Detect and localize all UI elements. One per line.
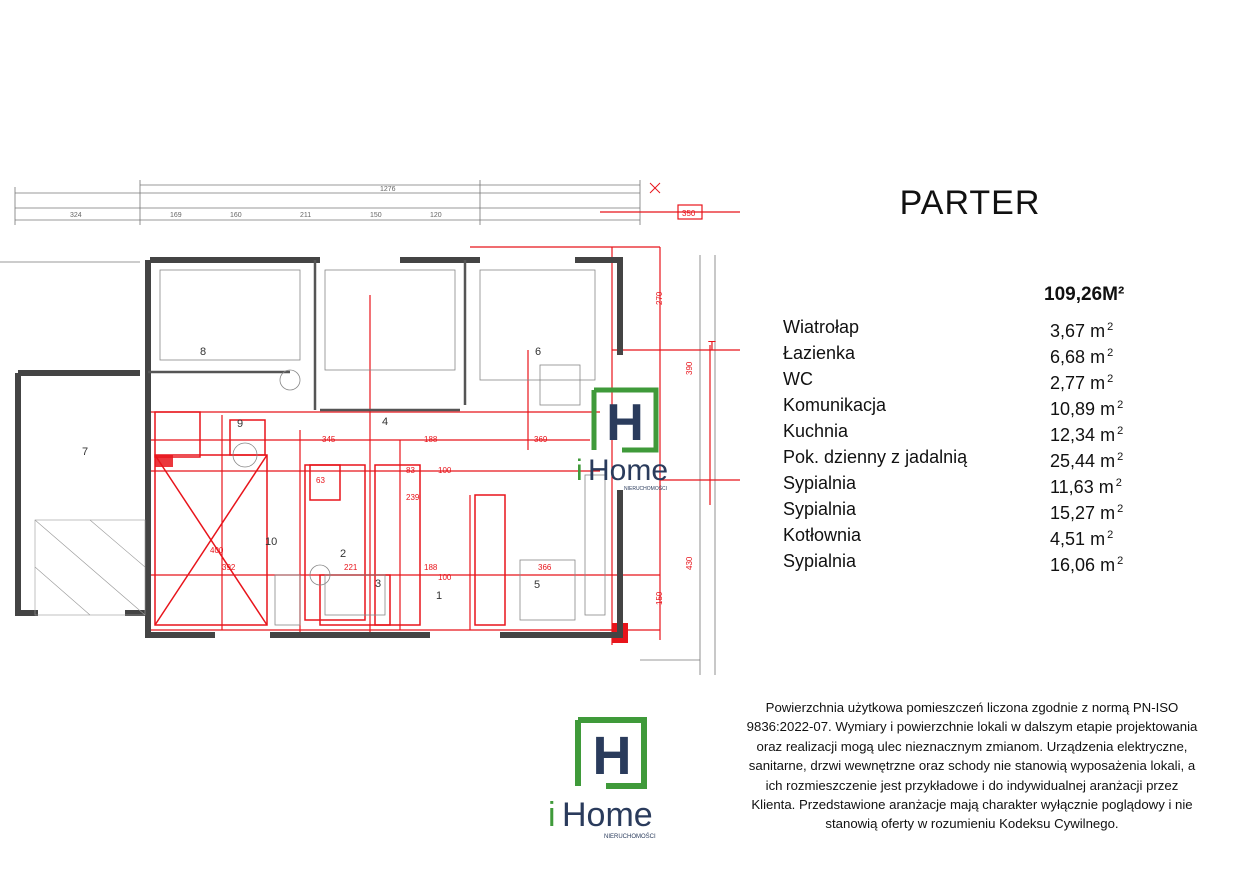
room-number: 7 [82, 446, 89, 458]
red-dim-label: 366 [538, 563, 552, 572]
logo-i: i [576, 454, 583, 487]
red-dim-label: 221 [344, 563, 358, 572]
dim-axis-label: 324 [70, 212, 82, 219]
red-dim-label: 100 [438, 573, 452, 582]
axis-dim-label: 270 [655, 291, 664, 305]
room-area-value: 15,27 [1050, 503, 1096, 523]
room-row [783, 496, 1143, 522]
room-name: Kuchnia [783, 421, 849, 441]
dim-axis-label: 1276 [380, 186, 396, 193]
logo-word: Home [588, 454, 669, 487]
area-unit: m [1100, 451, 1116, 471]
room-row [783, 314, 1143, 340]
red-dim-label: 400 [210, 546, 224, 555]
area-unit-exp: 2 [1107, 321, 1114, 333]
room-row [783, 392, 1143, 418]
room-row [783, 366, 1143, 392]
room-row [783, 340, 1143, 366]
room-name: Sypialnia [783, 473, 857, 493]
room-number: 4 [382, 416, 389, 428]
area-unit-exp: 2 [1117, 503, 1124, 515]
area-unit: m [1100, 555, 1116, 575]
room-area [1050, 548, 1123, 578]
room-name: Łazienka [783, 343, 856, 363]
logo-tagline: NIERUCHOMOŚCI [624, 486, 668, 492]
room-area-value: 11,63 [1050, 477, 1094, 497]
dim-axis-label: 211 [300, 212, 312, 219]
axis-dim-label: 150 [655, 591, 664, 605]
axis-dim-label: 390 [685, 361, 694, 375]
room-number: 8 [200, 346, 207, 358]
room-row [783, 470, 1143, 496]
room-row [783, 444, 1143, 470]
area-unit: m [1090, 347, 1106, 367]
room-number: 5 [534, 579, 541, 591]
room-area-value: 4,51 [1050, 529, 1086, 549]
area-unit: m [1090, 373, 1106, 393]
room-row [783, 522, 1143, 548]
room-number: 3 [375, 578, 382, 590]
room-number: 10 [265, 536, 278, 548]
logo-tagline: NIERUCHOMOŚCI [604, 834, 656, 840]
room-name: Sypialnia [783, 499, 857, 519]
dim-axis-label: 160 [230, 212, 242, 219]
area-unit: m [1100, 425, 1116, 445]
room-name: Pok. dzienny z jadalnią [783, 447, 968, 467]
logo-i: i [548, 796, 556, 834]
disclaimer-text: Powierzchnia użytkowa pomieszczeń liczona zgodnie z normą PN-ISO 9836:2022-07. Wymiary i powierzchnie lokali w dalszym etapie projektowania oraz realizacji mogą ulec nieznacznym zmianom. Urządzenia elektryczne, sanitarne, drzwi wewnętrzne oraz schody nie stanowią wyposażenia lokali, a ich rozmieszczenie jest przykładowe i do indywidualnej aranżacji przez Klienta. Przedstawione aranżacje mają charakter wyłącznie poglądowy i nie stanowią oferty w rozumieniu Kodeksu Cywilnego. [746, 700, 1198, 832]
axis-dim-label: 430 [685, 556, 694, 570]
area-unit-exp: 2 [1117, 451, 1124, 463]
room-number: 2 [340, 548, 347, 560]
red-dim-label: 345 [322, 435, 336, 444]
room-area-value: 25,44 [1050, 451, 1096, 471]
room-row [783, 548, 1143, 574]
area-unit-exp: 2 [1117, 555, 1124, 567]
room-name: Sypialnia [783, 551, 857, 571]
area-unit-exp: 2 [1117, 399, 1124, 411]
room-name: Komunikacja [783, 395, 887, 415]
ihome-logo [548, 714, 678, 844]
dim-axis-label: 169 [170, 212, 182, 219]
total-area: 109,26M² [1044, 284, 1125, 305]
area-unit-exp: 2 [1107, 373, 1114, 385]
area-unit: m [1100, 399, 1116, 419]
room-list [783, 314, 1143, 574]
red-dim-label: 239 [406, 493, 420, 502]
room-area-value: 10,89 [1050, 399, 1096, 419]
red-dim-label: 369 [534, 435, 548, 444]
room-name: WC [783, 369, 813, 389]
red-dim-label: 188 [424, 563, 438, 572]
axis-dim-label: 350 [682, 209, 696, 218]
logo-letter: H [606, 394, 644, 452]
room-name: Wiatrołap [783, 317, 860, 337]
room-number: 6 [535, 346, 542, 358]
axis-letter: T [708, 338, 716, 353]
area-unit: m [1100, 503, 1116, 523]
area-unit-exp: 2 [1117, 425, 1124, 437]
room-area-value: 12,34 [1050, 425, 1096, 445]
room-name: Kotłownia [783, 525, 862, 545]
red-dim-label: 188 [424, 435, 438, 444]
red-dim-label: 100 [438, 466, 452, 475]
area-unit: m [1090, 529, 1106, 549]
floor-title: PARTER [899, 184, 1041, 222]
red-dim-label: 63 [316, 476, 325, 485]
red-dim-label: 83 [406, 466, 415, 475]
room-area-value: 16,06 [1050, 555, 1096, 575]
red-dim-label: 392 [222, 563, 236, 572]
area-unit-exp: 2 [1115, 477, 1122, 489]
room-area-value: 3,67 [1050, 321, 1086, 341]
logo-letter: H [592, 726, 632, 786]
area-unit-exp: 2 [1107, 529, 1114, 541]
dim-axis-label: 150 [370, 212, 382, 219]
area-unit-exp: 2 [1107, 347, 1114, 359]
dim-axis-label: 120 [430, 212, 442, 219]
ihome-logo-small [572, 382, 676, 492]
logo-word: Home [562, 796, 653, 834]
room-row [783, 418, 1143, 444]
area-unit: m [1090, 321, 1106, 341]
room-area-value: 2,77 [1050, 373, 1086, 393]
room-number: 9 [237, 418, 244, 430]
area-unit: m [1098, 477, 1114, 497]
room-number: 1 [436, 590, 443, 602]
room-area-value: 6,68 [1050, 347, 1086, 367]
